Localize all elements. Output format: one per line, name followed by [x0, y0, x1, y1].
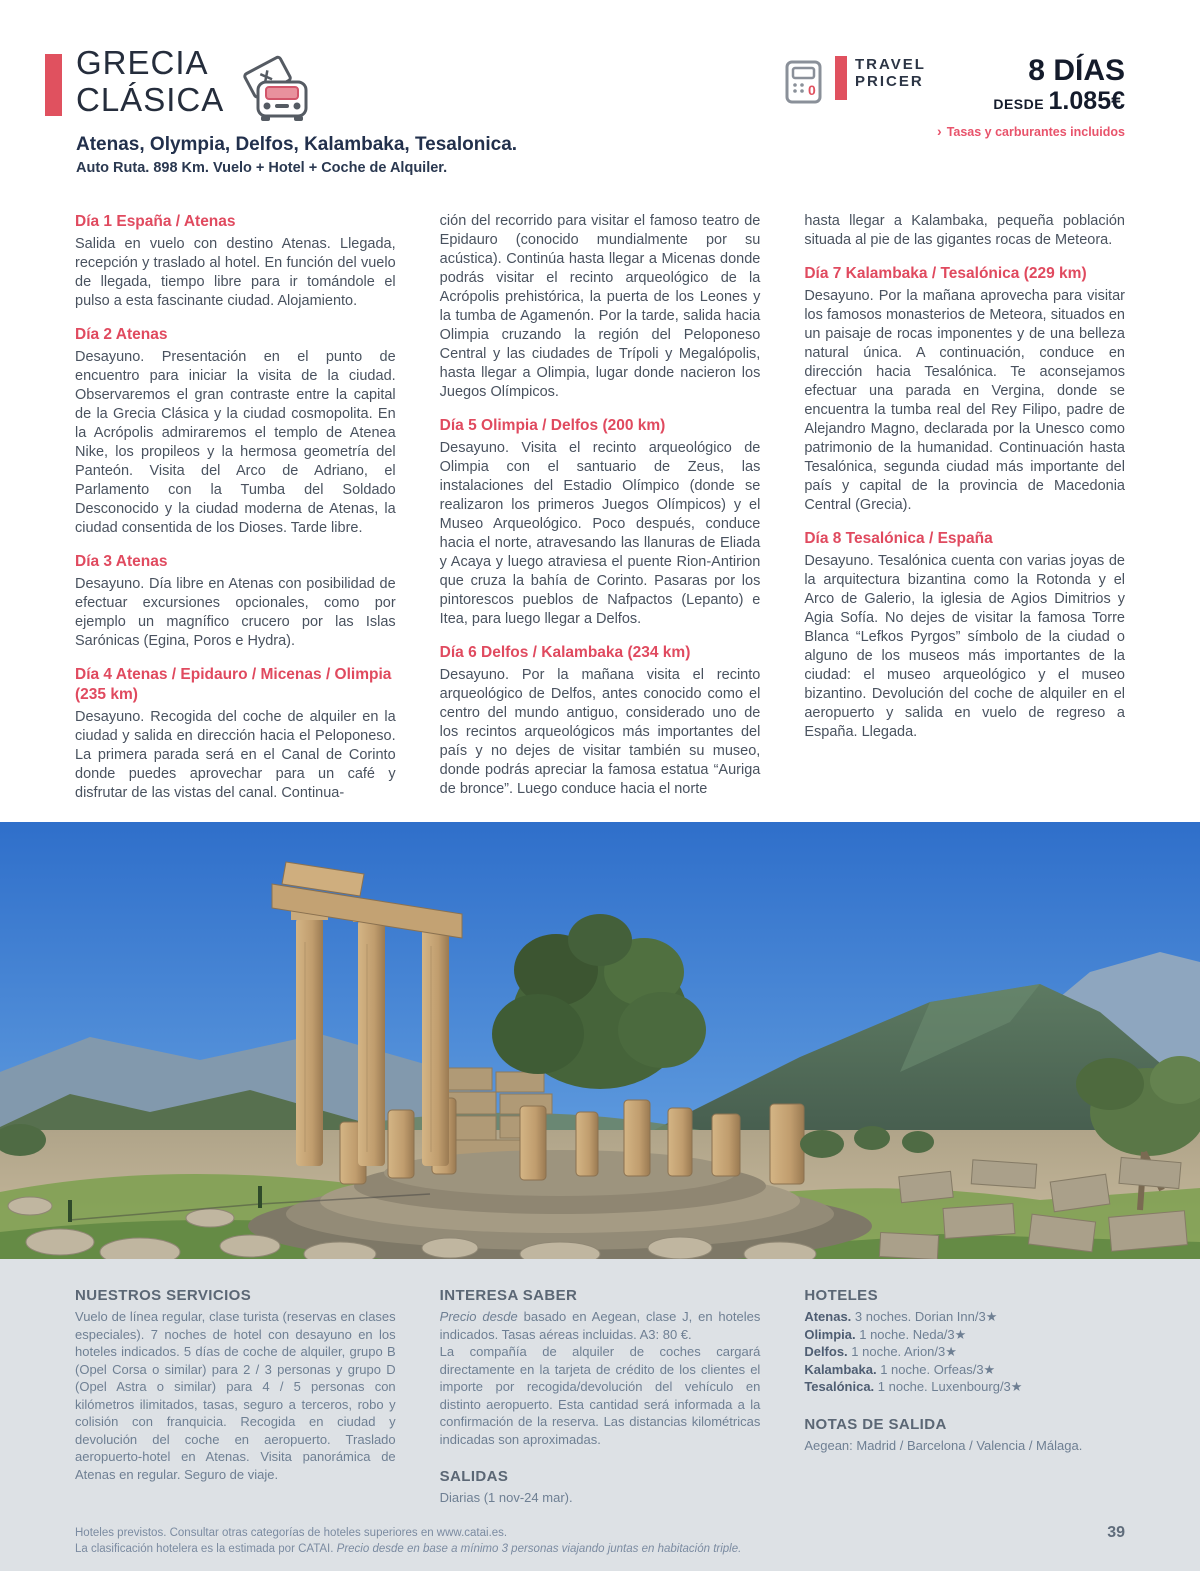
travel-pricer-line2: PRICER	[855, 73, 924, 90]
day-5-text: Desayuno. Visita el recinto arqueológico de Olimpia con el santuario de Zeus, las instalaciones del Estadio Olímpico (donde se realizaron los primeros Juegos Olímpicos) y el Museo Arqueológico. Poco después, conduce hacia el norte, atravesando las llanuras de Eliada y Acaya y luego atraviesa el puente Rion-Antirion que cruza la bahía de Corinto. Pasaras por los pintorescos pueblos de Nafpactos (Lepanto) e Itea, para luego llegar a Delfos.	[439, 440, 761, 627]
price-prefix: DESDE	[993, 96, 1045, 112]
hotel-city: Tesalónica.	[804, 1379, 875, 1394]
interesa-heading: INTERESA SABER	[439, 1287, 578, 1304]
header-price-block	[785, 56, 1125, 139]
day-8-text: Desayuno. Tesalónica cuenta con varias joyas de la arquitectura bizantina como la Rotonda y el Arco de Galerio, la iglesia de Agios Dimitrios y Agia Sofía. No dejes de visitar la famosa Torre Blanca “Lefkos Pyrgos” símbolo de la ciudad o alguno de los museos más importantes de la ciudad: el museo arqueológico y el museo bizantino. Devolución del coche de alquiler en el aeropuerto y salida en vuelo de regreso a España. Llegada.	[804, 553, 1125, 740]
hotel-detail: 1 noche. Neda/3★	[855, 1326, 967, 1342]
itinerary	[75, 212, 1125, 820]
svg-text:0: 0	[808, 82, 816, 98]
travel-pricer-line1: TRAVEL	[855, 56, 926, 73]
subtitle-block	[76, 134, 517, 176]
price-value: 1.085€	[1048, 87, 1125, 115]
hotel-line	[804, 1343, 1125, 1361]
hotel-city: Delfos.	[804, 1344, 848, 1359]
day-8-heading: Día 8 Tesalónica / España	[804, 530, 993, 547]
footer-line1: Hoteles previstos. Consultar otras categorías de hoteles superiores en www.catai.es.	[75, 1527, 508, 1539]
itinerary-column-1	[75, 212, 396, 820]
price-basis-italic: Precio desde	[439, 1309, 518, 1324]
hotels-section	[804, 1287, 1125, 1507]
services-section	[75, 1287, 396, 1507]
hotel-line	[804, 1378, 1125, 1396]
salidas-heading: SALIDAS	[439, 1468, 509, 1485]
hotel-city: Atenas.	[804, 1309, 852, 1324]
day-2-heading: Día 2 Atenas	[75, 326, 168, 343]
day-1-text: Salida en vuelo con destino Atenas. Llegada, recepción y traslado al hotel. En función del vuelo de llegada, tiempo libre para ir tomándole el pulso a esta fascinante ciudad. Alojamiento.	[75, 236, 396, 309]
hotel-detail: 1 noche. Arion/3★	[847, 1344, 957, 1359]
page-footer	[75, 1525, 1125, 1557]
interesa-text: La compañía de alquiler de coches cargará directamente en la tarjeta de crédito de los clientes el importe por recogida/devolución del vehículo en distinto aeropuerto. Esta cantidad será informada a la confirmación de la reserva. Las distancias kilométricas indicadas son aproximadas.	[439, 1344, 761, 1447]
page-title-line2: CLÁSICA	[76, 81, 225, 118]
day-7-heading: Día 7 Kalambaka / Tesalónica (229 km)	[804, 265, 1087, 282]
hotel-line	[804, 1308, 1125, 1326]
footer-line2-normal: La clasificación hotelera es la estimada por CATAI.	[75, 1543, 337, 1555]
day-6-heading: Día 6 Delfos / Kalambaka (234 km)	[439, 644, 691, 661]
page-title	[76, 44, 224, 118]
travel-pricer-label	[855, 56, 926, 90]
hotel-city: Olimpia.	[804, 1326, 856, 1342]
services-heading: NUESTROS SERVICIOS	[75, 1287, 252, 1304]
price-line	[993, 87, 1125, 116]
day-3-heading: Día 3 Atenas	[75, 553, 168, 570]
day-6-text: Desayuno. Por la mañana visita el recinto arqueológico de Delfos, antes conocido como el centro del mundo antiguo, considerado uno de los recintos arqueológicos más importantes del país y no dejes de visitar también su museo, donde podrás apreciar la famosa estatua “Auriga de bronce”. Luego conduce hacia el norte	[439, 667, 761, 797]
hotel-line	[804, 1326, 1125, 1344]
hotel-detail: 3 noches. Dorian Inn/3★	[851, 1309, 998, 1324]
page-title-line1: GRECIA	[76, 44, 209, 81]
page-number: 39	[1107, 1524, 1125, 1541]
calculator-icon	[785, 58, 823, 104]
day-4-text: Desayuno. Recogida del coche de alquiler en la ciudad y salida en dirección hacia el Peloponeso. La primera parada será en el Canal de Corinto donde puedes aprovechar para un café y disfrutar de las vistas del canal. Continua-	[75, 709, 396, 801]
hotel-city: Kalambaka.	[804, 1361, 877, 1377]
hotel-detail: 1 noche. Orfeas/3★	[876, 1361, 996, 1377]
services-text: Vuelo de línea regular, clase turista (reservas en clases especiales). 7 noches de hotel con desayuno en los hoteles indicados. 5 días de coche de alquiler, grupo B (Opel Corsa o similar) para 2 / 3 personas y grupo D (Opel Astra o similar) para 4 / 5 personas con kilómetros ilimitados, tasas, seguro a terceros, robo y colisión con franquicia. Recogida en ciudad y devolución del coche en aeropuerto. Traslado aeropuerto-hotel en Atenas. Visita panorámica de Atenas en regular. Seguro de viaje.	[75, 1309, 396, 1482]
hotels-heading: HOTELES	[804, 1287, 878, 1304]
itinerary-column-3	[804, 212, 1125, 820]
tax-note	[785, 123, 1125, 139]
title-accent-bar	[45, 54, 62, 116]
hotel-line	[804, 1361, 1125, 1379]
duration-label: 8 DÍAS	[1028, 54, 1125, 87]
day-3-text: Desayuno. Día libre en Atenas con posibilidad de efectuar excursiones opcionales, como por ejemplo un magnífico crucero por las Islas Sarónicas (Egina, Poros e Hydra).	[75, 576, 396, 649]
footer-line2	[75, 1541, 1125, 1557]
auto-route-car-icon	[230, 52, 318, 130]
day-7-text: Desayuno. Por la mañana aprovecha para visitar los famosos monasterios de Meteora, situados en un paisaje de rocas imponentes y de una belleza natural única. A continuación, conduce en dirección hacia Tesalónica. Te aconsejamos efectuar una parada en Vergina, donde se encuentra la tumba real del Rey Filipo, padre de Alejandro Magno, declarada por la Unesco como patrimonio de la humanidad. Continuación hasta Tesalónica, segunda ciudad más importante del país y capital de la provincia de Macedonia Central (Grecia).	[804, 288, 1125, 513]
day-6-text-continued: hasta llegar a Kalambaka, pequeña población situada al pie de las gigantes rocas de Meteora.	[804, 213, 1125, 248]
tax-note-text: Tasas y carburantes incluidos	[946, 125, 1125, 139]
notas-heading: NOTAS DE SALIDA	[804, 1415, 947, 1433]
day-5-heading: Día 5 Olimpia / Delfos (200 km)	[439, 417, 666, 434]
route-details: Auto Ruta. 898 Km. Vuelo + Hotel + Coche de Alquiler.	[76, 160, 448, 176]
hotel-detail: 1 noche. Luxenbourg/3★	[874, 1379, 1023, 1394]
day-1-heading: Día 1 España / Atenas	[75, 213, 236, 230]
day-2-text: Desayuno. Presentación en el punto de encuentro para iniciar la visita de la ciudad. Observaremos el gran contraste entre la capital de la Grecia Clásica y la ciudad cosmopolita. En la Acrópolis admiraremos el templo de Atenea Nike, los propileos y la hermosa geometría del Panteón. Visita del Arco de Adriano, el Parlamento con la Tumba del Soldado Desconocido y la ciudad moderna de Atenas, la ciudad consentida de los Dioses. Tarde libre.	[75, 349, 396, 536]
interesa-lead	[440, 1308, 761, 1343]
route-cities: Atenas, Olympia, Delfos, Kalambaka, Tesalonica.	[76, 134, 518, 155]
footer-line2-italic: Precio desde en base a mínimo 3 personas viajando juntas en habitación triple.	[336, 1543, 742, 1555]
salidas-text: Diarias (1 nov-24 mar).	[439, 1490, 573, 1505]
chevron-right-icon: ›	[937, 123, 942, 139]
travel-pricer-accent-bar	[835, 56, 847, 100]
notas-text: Aegean: Madrid / Barcelona / Valencia / Málaga.	[804, 1437, 1083, 1453]
day-4-heading: Día 4 Atenas / Epidauro / Micenas / Olimpia (235 km)	[75, 666, 392, 703]
delphi-ruins-photo	[0, 822, 1200, 1259]
interesa-section	[440, 1287, 761, 1507]
info-band	[0, 1259, 1200, 1571]
day-4-text-continued: ción del recorrido para visitar el famoso teatro de Epidauro (conocido mundialmente por su acústica). Continúa hasta llegar a Micenas donde podrás visitar el recinto arqueológico de la Acrópolis prehistórica, la puerta de los Leones y la tumba de Agamenón. Por la tarde, salida hacia Olimpia cruzando la región del Peloponeso Central y las ciudades de Trípoli y Megalópolis, hasta llegar a Olimpia, lugar donde nacieron los Juegos Olímpicos.	[439, 213, 761, 400]
price-basis-rest: basado en Aegean, clase J, en hoteles indicados. Tasas aéreas incluidas. A3: 80 €.	[439, 1309, 761, 1342]
itinerary-column-2	[440, 212, 761, 820]
